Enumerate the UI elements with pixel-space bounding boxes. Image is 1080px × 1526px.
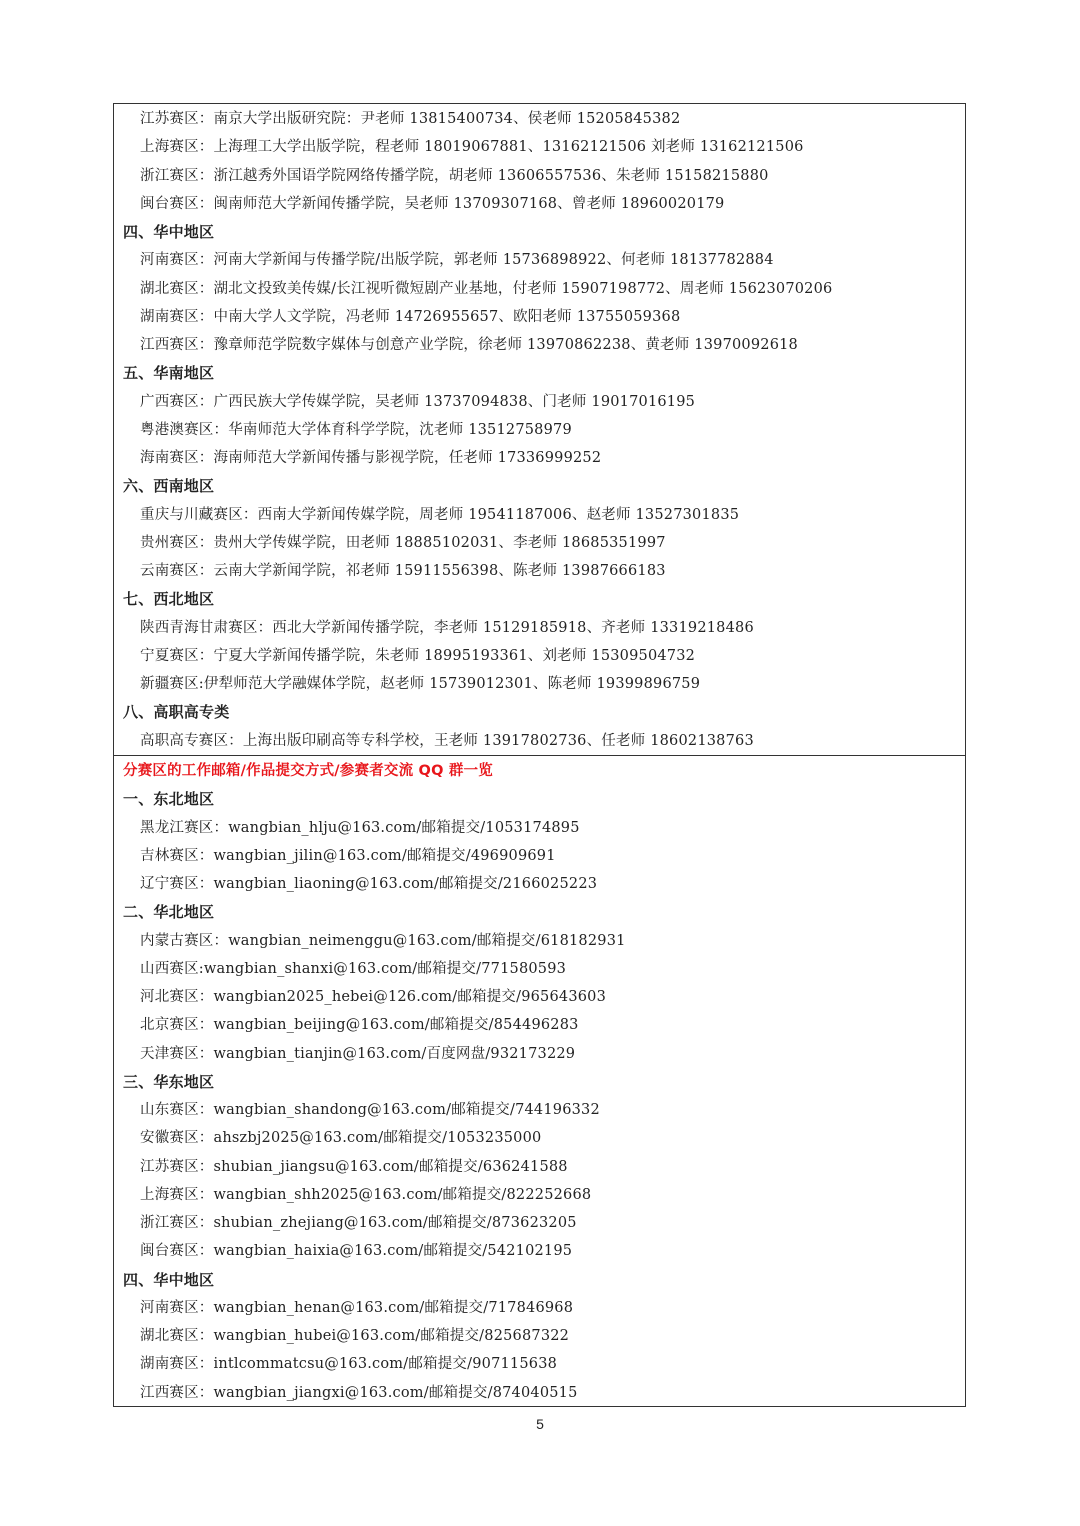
region-heading: 四、华中地区 — [123, 1270, 215, 1289]
list-item: 浙江赛区：浙江越秀外国语学院网络传播学院，胡老师 13606557536、朱老师 15158215880 — [140, 167, 769, 184]
list-item: 湖南赛区：中南大学人文学院，冯老师 14726955657、欧阳老师 13755059368 — [140, 308, 681, 325]
list-item: 闽台赛区：闽南师范大学新闻传播学院，吴老师 13709307168、曾老师 18960020179 — [140, 195, 725, 212]
list-item: 安徽赛区：ahszbj2025@163.com/邮箱提交/1053235000 — [140, 1130, 542, 1147]
list-item: 天津赛区：wangbian_tianjin@163.com/百度网盘/932173229 — [140, 1045, 576, 1062]
list-item: 湖北赛区：wangbian_hubei@163.com/邮箱提交/825687322 — [140, 1328, 570, 1344]
list-item: 江西赛区：wangbian_jiangxi@163.com/邮箱提交/874040515 — [140, 1384, 578, 1401]
list-item: 贵州赛区：贵州大学传媒学院，田老师 18885102031、李老师 18685351997 — [140, 534, 666, 551]
emails-cell — [114, 755, 965, 1406]
list-item: 河南赛区：wangbian_henan@163.com/邮箱提交/717846968 — [140, 1299, 574, 1316]
list-item: 海南赛区：海南师范大学新闻传播与影视学院，任老师 17336999252 — [140, 450, 602, 466]
list-item: 黑龙江赛区：wangbian_hlju@163.com/邮箱提交/1053174895 — [140, 819, 580, 836]
list-item: 山东赛区：wangbian_shandong@163.com/邮箱提交/744196332 — [140, 1102, 600, 1118]
list-item: 粤港澳赛区：华南师范大学体育科学学院，沈老师 13512758979 — [140, 421, 572, 438]
contacts-cell — [114, 104, 965, 755]
region-heading: 二、华北地区 — [123, 903, 215, 922]
list-item: 宁夏赛区：宁夏大学新闻传播学院，朱老师 18995193361、刘老师 15309504732 — [140, 647, 696, 664]
page-number: 5 — [536, 1416, 544, 1432]
list-item: 上海赛区：wangbian_shh2025@163.com/邮箱提交/822252668 — [140, 1186, 592, 1203]
list-item: 河北赛区：wangbian2025_hebei@126.com/邮箱提交/965643603 — [140, 989, 607, 1005]
list-item: 湖北赛区：湖北文投致美传媒/长江视听微短剧产业基地，付老师 15907198772、周老师 15623070206 — [140, 280, 833, 297]
list-item: 江苏赛区：shubian_jiangsu@163.com/邮箱提交/636241588 — [140, 1158, 568, 1175]
list-item: 河南赛区：河南大学新闻与传播学院/出版学院，郭老师 15736898922、何老师 18137782884 — [140, 252, 774, 269]
list-item: 江西赛区：豫章师范学院数字媒体与创意产业学院，徐老师 13970862238、黄老师 13970092618 — [140, 337, 798, 353]
list-item: 重庆与川藏赛区：西南大学新闻传媒学院，周老师 19541187006、赵老师 13527301835 — [140, 506, 740, 523]
region-heading: 三、华东地区 — [123, 1072, 215, 1091]
list-item: 浙江赛区：shubian_zhejiang@163.com/邮箱提交/873623205 — [140, 1215, 577, 1231]
list-item: 内蒙古赛区：wangbian_neimenggu@163.com/邮箱提交/618182931 — [140, 932, 626, 949]
list-item: 陕西青海甘肃赛区：西北大学新闻传播学院，李老师 15129185918、齐老师 13319218486 — [140, 619, 754, 636]
region-heading: 四、华中地区 — [123, 223, 215, 241]
list-item: 山西赛区:wangbian_shanxi@163.com/邮箱提交/771580593 — [140, 960, 567, 977]
list-item: 广西赛区：广西民族大学传媒学院，吴老师 13737094838、门老师 19017016195 — [140, 393, 696, 410]
list-item: 湖南赛区：intlcommatcsu@163.com/邮箱提交/907115638 — [140, 1356, 558, 1373]
region-heading: 六、西南地区 — [123, 477, 215, 496]
info-table — [113, 103, 966, 1407]
list-item: 新疆赛区:伊犁师范大学融媒体学院，赵老师 15739012301、陈老师 19399896759 — [140, 676, 701, 692]
list-item: 高职高专赛区：上海出版印刷高等专科学校，王老师 13917802736、任老师 18602138763 — [140, 732, 754, 749]
list-item: 江苏赛区：南京大学出版研究院：尹老师 13815400734、侯老师 15205845382 — [140, 111, 681, 127]
region-heading: 七、西北地区 — [123, 590, 215, 609]
list-item: 闽台赛区：wangbian_haixia@163.com/邮箱提交/542102195 — [140, 1243, 573, 1260]
region-heading: 五、华南地区 — [123, 364, 215, 383]
list-item: 辽宁赛区：wangbian_liaoning@163.com/邮箱提交/2166025223 — [140, 876, 598, 892]
section-title: 分赛区的工作邮箱/作品提交方式/参赛者交流 QQ 群一览 — [123, 763, 493, 779]
list-item: 吉林赛区：wangbian_jilin@163.com/邮箱提交/496909691 — [140, 847, 556, 864]
region-heading: 一、东北地区 — [123, 790, 215, 809]
list-item: 北京赛区：wangbian_beijing@163.com/邮箱提交/854496283 — [140, 1017, 579, 1034]
region-heading: 八、高职高专类 — [123, 703, 230, 722]
list-item: 上海赛区：上海理工大学出版学院，程老师 18019067881、13162121506 刘老师 13162121506 — [140, 139, 804, 156]
list-item: 云南赛区：云南大学新闻学院，祁老师 15911556398、陈老师 13987666183 — [140, 563, 666, 579]
